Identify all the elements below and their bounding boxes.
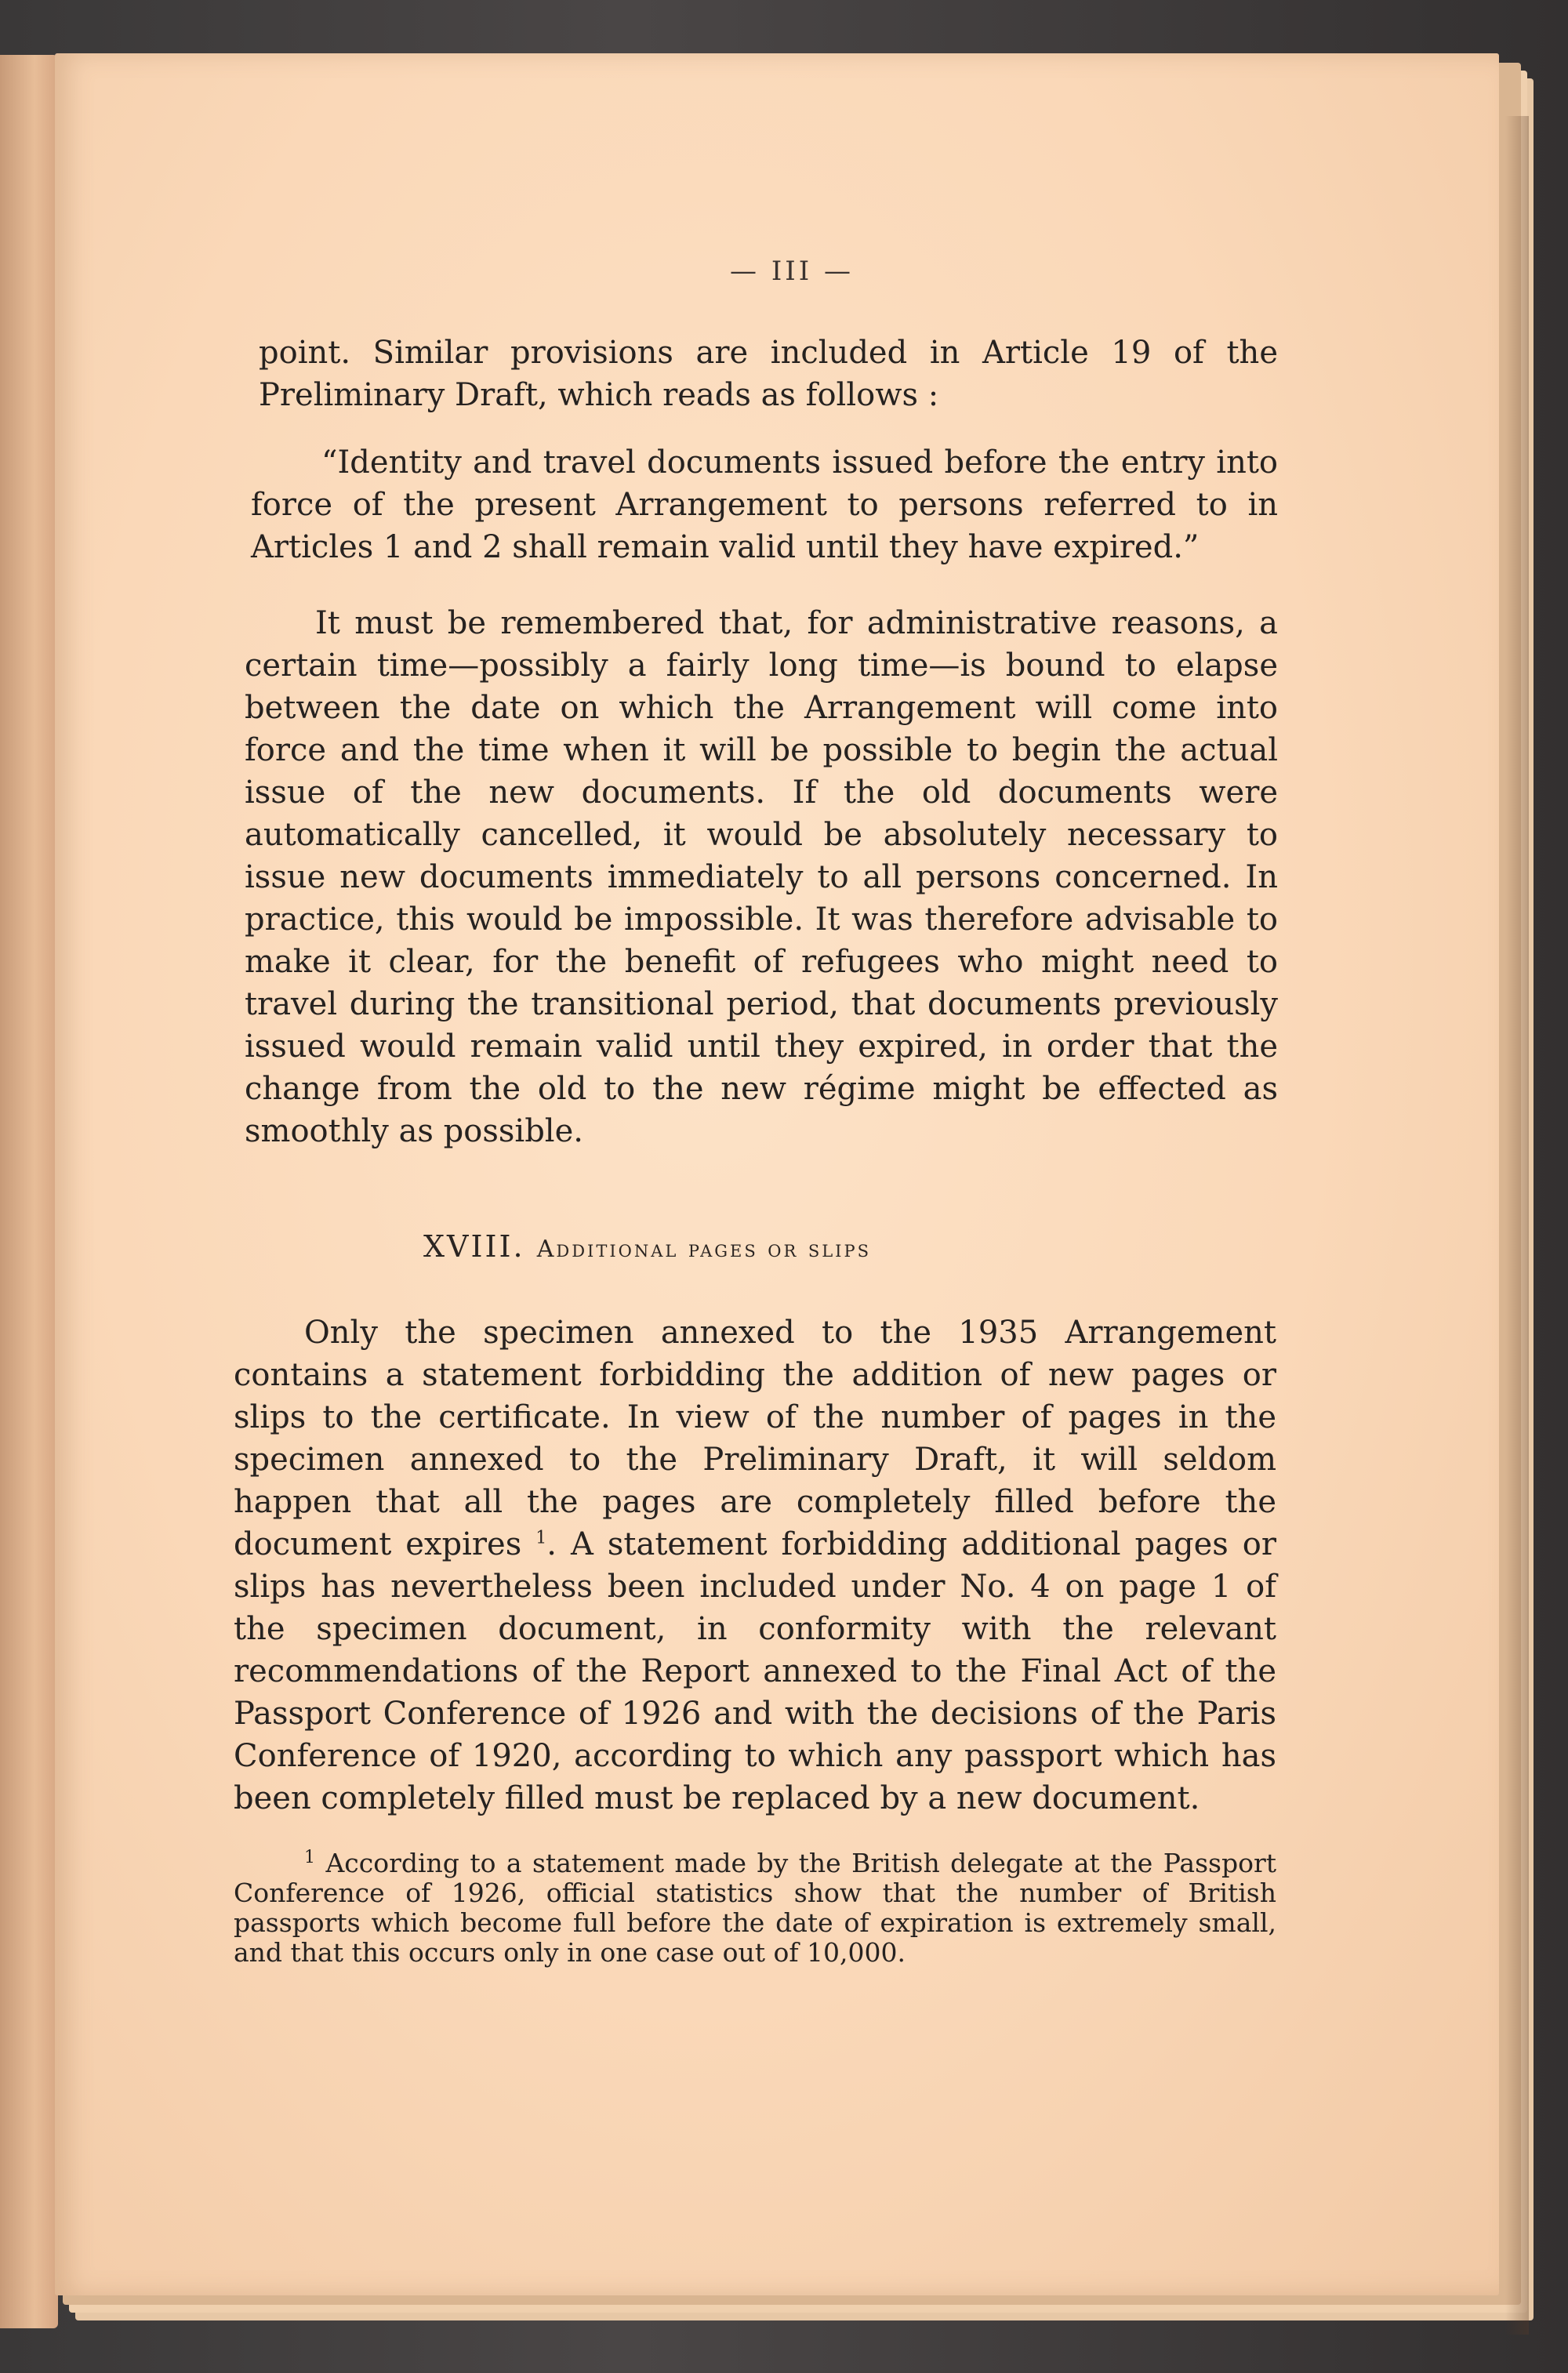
paragraph-text-part1: Only the specimen annexed to the 1935 Arrangement contains a statement forbidding the addition of new pages or slips to the certificate. In view of the number of pages in the specimen annexed to the Preliminary Draft, it will seldom happen that all the pages are completely filled before the document expires: [234, 1315, 1276, 1562]
footnote-text: According to a statement made by the British delegate at the Passport Conference of 1926, official statistics show that the number of British passports which become full before the date of expiration is extremely small, and that this occurs only in one case out of 10,000.: [234, 1848, 1276, 1968]
paragraph-continuation: point. Similar provisions are included in Article 19 of the Preliminary Draft, which reads as follows :: [259, 335, 1278, 413]
paragraph-text-part2: . A statement forbidding additional pages or slips has nevertheless been included under No. 4 on page 1 of the specimen document, in conformity with the relevant recommendations of the Report annexed to the Final Act of the Passport Conference of 1926 and with the decisions of the Paris Conference of 1920, according to which any passport which has been completely filled must be replaced by a new document.: [234, 1526, 1276, 1816]
section-title: Additional pages or slips: [536, 1235, 871, 1263]
section-heading: [423, 1229, 871, 1264]
footnote-marker: 1: [304, 1848, 315, 1867]
quoted-article: “Identity and travel documents issued before the entry into force of the present Arrangement to persons referred to in Articles 1 and 2 shall remain valid until they have expired.”: [251, 444, 1278, 565]
paragraph-additional-pages: [234, 1312, 1276, 1820]
facing-page-edge: [0, 55, 58, 2328]
footnote: [234, 1849, 1276, 1968]
footnote-reference[interactable]: 1: [535, 1528, 547, 1548]
paragraph-administrative-reasons: It must be remembered that, for administrative reasons, a certain time—possibly a fairly long time—is bound to elapse between the date on which the Arrangement will come into force and the time when it will be possible to begin the actual issue of the new documents. If the old documents were automatically cancelled, it would be absolutely necessary to issue new documents immediately to all persons concerned. In practice, this would be impossible. It was therefore advisable to make it clear, for the benefit of refugees who might need to travel during the transitional period, that documents previously issued would remain valid until they expired, in order that the change from the old to the new régime might be effected as smoothly as possible.: [245, 605, 1278, 1149]
section-number: XVIII.: [423, 1229, 525, 1264]
page-number: — III —: [730, 256, 854, 287]
book-page: [55, 53, 1499, 2295]
page-edge-shadow: [1505, 116, 1529, 2335]
